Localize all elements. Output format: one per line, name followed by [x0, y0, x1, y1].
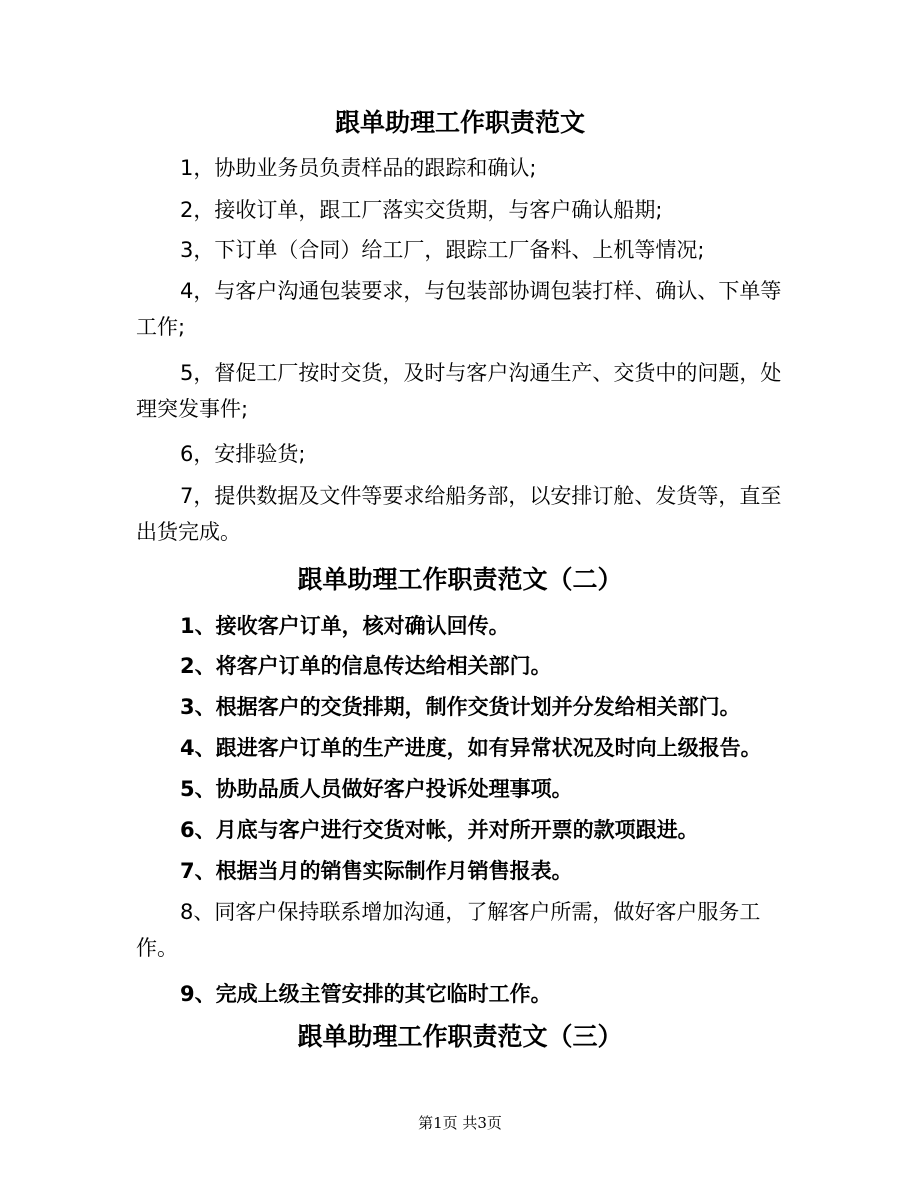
page-number-footer: 第1页 共3页 [418, 1114, 502, 1132]
section-1-item-5: 5，督促工厂按时交货，及时与客户沟通生产、交货中的问题，处理突发事件; [136, 361, 782, 421]
section-1-title: 跟单助理工作职责范文 [334, 108, 585, 137]
section-2-item-1: 1、接收客户订单，核对确认回传。 [180, 614, 510, 638]
section-2-item-6: 6、月底与客户进行交货对帐，并对所开票的款项跟进。 [180, 818, 699, 842]
section-2-item-3: 3、根据客户的交货排期，制作交货计划并分发给相关部门。 [180, 695, 741, 719]
section-2-item-8: 8、同客户保持联系增加沟通，了解客户所需，做好客户服务工作。 [136, 900, 761, 960]
section-2-title: 跟单助理工作职责范文（二） [297, 565, 623, 594]
section-1-item-1: 1，协助业务员负责样品的跟踪和确认; [180, 156, 537, 180]
section-2-item-7: 7、根据当月的销售实际制作月销售报表。 [180, 859, 573, 883]
section-3-title: 跟单助理工作职责范文（三） [297, 1022, 623, 1051]
section-2-item-5: 5、协助品质人员做好客户投诉处理事项。 [180, 777, 573, 801]
section-2-item-4: 4、跟进客户订单的生产进度，如有异常状况及时向上级报告。 [180, 736, 762, 760]
section-1-item-7: 7，提供数据及文件等要求给船务部，以安排订舱、发货等，直至出货完成。 [136, 484, 782, 544]
section-1-item-3: 3，下订单（合同）给工厂，跟踪工厂备料、上机等情况; [180, 238, 705, 262]
section-2-item-2: 2、将客户订单的信息传达给相关部门。 [180, 654, 552, 678]
section-1-item-6: 6，安排验货; [180, 442, 306, 466]
section-2-item-9: 9、完成上级主管安排的其它临时工作。 [180, 982, 552, 1006]
section-1-item-4: 4，与客户沟通包装要求，与包装部协调包装打样、确认、下单等工作; [136, 279, 782, 339]
section-1-item-2: 2，接收订单，跟工厂落实交货期，与客户确认船期; [180, 198, 663, 222]
